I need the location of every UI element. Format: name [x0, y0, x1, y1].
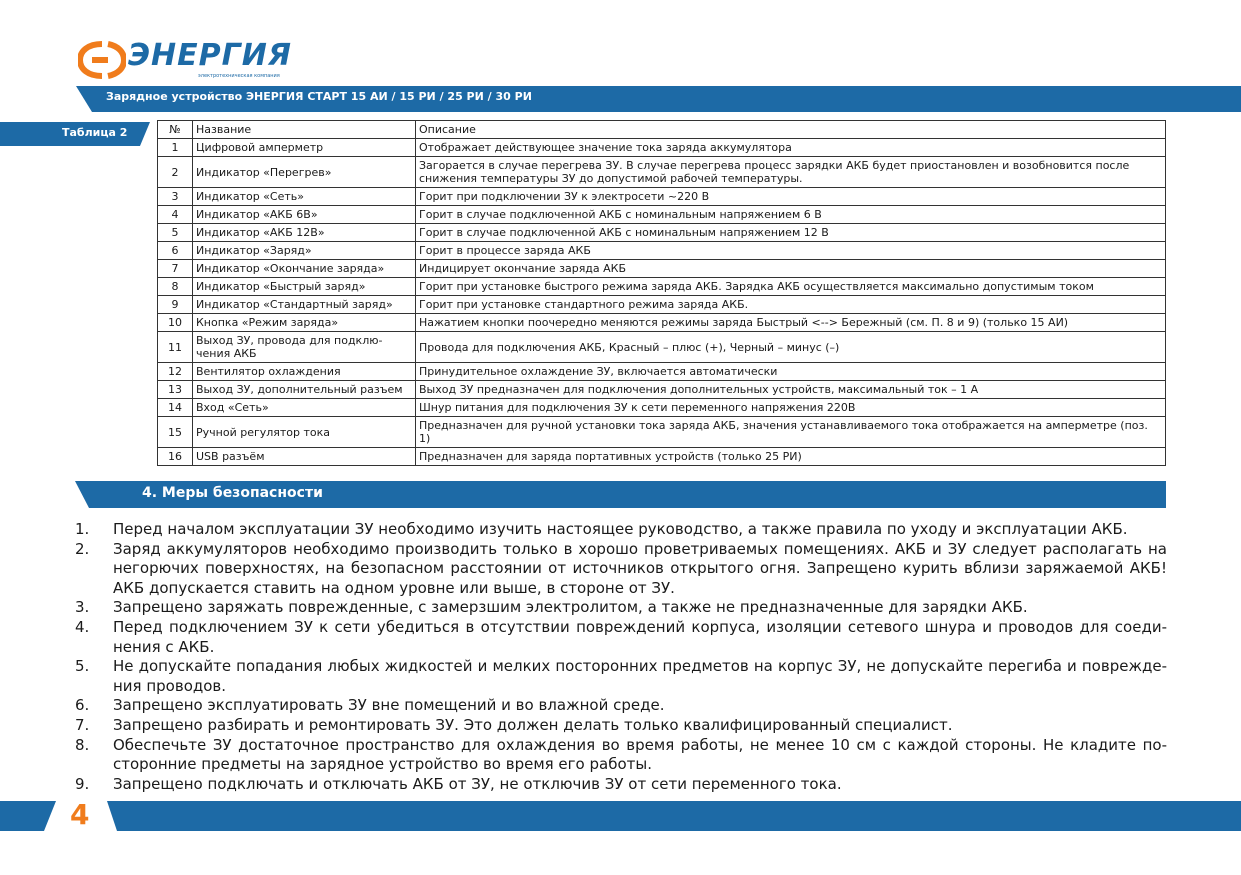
list-item-text: Заряд аккумуляторов необходимо производить только в хорошо проветриваемых помещениях. АКБ и ЗУ следует располагать на негорючих поверхностях, на безопасном расстоянии от источников открытого огня. Запрещено курить вблизи заряжаемой АКБ! АКБ допускается ставить на одном уровне или выше, в стороне от ЗУ.	[113, 539, 1167, 597]
cell-desc: Загорается в случае перегрева ЗУ. В случае перегрева процесс зарядки АКБ будет приостановлен и возобновится после снижения температуры ЗУ до допустимой рабочей температуры.	[416, 157, 1166, 188]
cell-desc: Предназначен для ручной установки тока заряда АКБ, значения устанавливаемого тока отображается на амперметре (поз. 1)	[416, 417, 1166, 448]
cell-desc: Горит в процессе заряда АКБ	[416, 242, 1166, 260]
table-row	[158, 417, 1166, 448]
list-item	[75, 716, 1167, 736]
cell-desc: Принудительное охлаждение ЗУ, включается автоматически	[416, 363, 1166, 381]
table-row	[158, 314, 1166, 332]
header-name: Название	[193, 121, 416, 139]
cell-num: 8	[158, 278, 193, 296]
section-title: 4. Меры безопасности	[142, 485, 323, 501]
document-title: Зарядное устройство ЭНЕРГИЯ СТАРТ 15 АИ / 15 РИ / 25 РИ / 30 РИ	[106, 90, 532, 103]
list-item-number: 6.	[75, 696, 90, 715]
header-num: №	[158, 121, 193, 139]
safety-rules-list	[75, 520, 1167, 794]
table-row	[158, 296, 1166, 314]
cell-desc: Индицирует окончание заряда АКБ	[416, 260, 1166, 278]
cell-name: USB разъём	[193, 448, 416, 466]
list-item-number: 2.	[75, 539, 90, 558]
cell-name: Индикатор «Быстрый заряд»	[193, 278, 416, 296]
table-row	[158, 188, 1166, 206]
cell-name: Вентилятор охлаждения	[193, 363, 416, 381]
cell-name: Вход «Сеть»	[193, 399, 416, 417]
cell-name: Ручной регулятор тока	[193, 417, 416, 448]
cell-name: Индикатор «Сеть»	[193, 188, 416, 206]
list-item	[75, 520, 1167, 540]
cell-num: 14	[158, 399, 193, 417]
logo-mark-icon	[78, 40, 126, 80]
list-item	[75, 618, 1167, 657]
list-item-number: 5.	[75, 657, 90, 676]
table-row	[158, 278, 1166, 296]
table-header-row	[158, 121, 1166, 139]
table-row	[158, 448, 1166, 466]
cell-num: 9	[158, 296, 193, 314]
table-row	[158, 224, 1166, 242]
list-item-number: 9.	[75, 774, 90, 793]
list-item-text: Обеспечьте ЗУ достаточное пространство для охлаждения во время работы, не менее 10 см с каждой стороны. Не кладите посторонние предметы на зарядное устройство во время его работы.	[113, 735, 1167, 774]
cell-desc: Предназначен для заряда портативных устройств (только 25 РИ)	[416, 448, 1166, 466]
cell-name: Выход ЗУ, провода для подключения АКБ	[193, 332, 416, 363]
cell-desc: Отображает действующее значение тока заряда аккумулятора	[416, 139, 1166, 157]
cell-num: 16	[158, 448, 193, 466]
cell-num: 12	[158, 363, 193, 381]
list-item-text: Запрещено подключать и отключать АКБ от ЗУ, не отключив ЗУ от сети переменного тока.	[113, 774, 842, 793]
list-item-text: Перед началом эксплуатации ЗУ необходимо изучить настоящее руководство, а также правила по уходу и эксплуатации АКБ.	[113, 520, 1128, 538]
cell-name: Индикатор «Окончание заряда»	[193, 260, 416, 278]
cell-desc: Выход ЗУ предназначен для подключения дополнительных устройств, максимальный ток – 1 А	[416, 381, 1166, 399]
list-item-text: Не допускайте попадания любых жидкостей и мелких посторонних предметов на корпус ЗУ, не допускайте перегиба и повреждения проводов.	[113, 657, 1167, 695]
table-row	[158, 381, 1166, 399]
cell-num: 4	[158, 206, 193, 224]
cell-desc: Горит в случае подключенной АКБ с номинальным напряжением 6 В	[416, 206, 1166, 224]
table-row	[158, 139, 1166, 157]
list-item	[75, 540, 1167, 599]
cell-desc: Горит при установке быстрого режима заряда АКБ. Зарядка АКБ осуществляется максимально допустимым током	[416, 278, 1166, 296]
cell-num: 5	[158, 224, 193, 242]
cell-desc: Нажатием кнопки поочередно меняются режимы заряда Быстрый <--> Бережный (см. П. 8 и 9) (только 15 АИ)	[416, 314, 1166, 332]
cell-num: 2	[158, 157, 193, 188]
cell-desc: Горит при подключении ЗУ к электросети ~220 В	[416, 188, 1166, 206]
list-item-text: Запрещено эксплуатировать ЗУ вне помещений и во влажной среде.	[113, 696, 665, 715]
cell-name: Индикатор «Стандартный заряд»	[193, 296, 416, 314]
cell-desc: Провода для подключения АКБ, Красный – плюс (+), Черный – минус (–)	[416, 332, 1166, 363]
cell-num: 7	[158, 260, 193, 278]
cell-desc: Горит при установке стандартного режима заряда АКБ.	[416, 296, 1166, 314]
cell-name: Индикатор «Перегрев»	[193, 157, 416, 188]
list-item	[75, 696, 1167, 716]
cell-desc: Горит в случае подключенной АКБ с номинальным напряжением 12 В	[416, 224, 1166, 242]
table-row	[158, 332, 1166, 363]
list-item	[75, 775, 1167, 795]
list-item	[75, 657, 1167, 696]
cell-num: 3	[158, 188, 193, 206]
list-item-number: 7.	[75, 715, 90, 734]
footer-band	[0, 801, 1241, 831]
page-number: 4	[70, 798, 90, 831]
cell-name: Индикатор «АКБ 6В»	[193, 206, 416, 224]
cell-num: 15	[158, 417, 193, 448]
list-item-number: 4.	[75, 617, 90, 636]
table-row	[158, 157, 1166, 188]
list-item-text: Запрещено разбирать и ремонтировать ЗУ. Это должен делать только квалифицированный специалист.	[113, 715, 953, 734]
brand-tagline: электротехническая компания	[198, 73, 280, 79]
list-item	[75, 598, 1167, 618]
cell-name: Индикатор «АКБ 12В»	[193, 224, 416, 242]
list-item-number: 8.	[75, 735, 90, 754]
table-row	[158, 260, 1166, 278]
table-row	[158, 363, 1166, 381]
cell-name: Индикатор «Заряд»	[193, 242, 416, 260]
header-desc: Описание	[416, 121, 1166, 139]
spec-table	[157, 120, 1166, 466]
brand-name: ЭНЕРГИЯ	[128, 38, 292, 73]
cell-num: 11	[158, 332, 193, 363]
cell-num: 13	[158, 381, 193, 399]
table-caption: Таблица 2	[62, 126, 128, 139]
list-item-text: Запрещено заряжать поврежденные, с замерзшим электролитом, а также не предназначенные для зарядки АКБ.	[113, 598, 1028, 617]
table-row	[158, 242, 1166, 260]
cell-num: 10	[158, 314, 193, 332]
list-item-text: Перед подключением ЗУ к сети убедиться в отсутствии повреждений корпуса, изоляции сетевого шнура и проводов для соединения с АКБ.	[113, 617, 1167, 656]
list-item-number: 3.	[75, 598, 90, 617]
table-row	[158, 399, 1166, 417]
cell-name: Кнопка «Режим заряда»	[193, 314, 416, 332]
table-row	[158, 206, 1166, 224]
brand-logo	[78, 38, 308, 82]
cell-num: 6	[158, 242, 193, 260]
cell-desc: Шнур питания для подключения ЗУ к сети переменного напряжения 220В	[416, 399, 1166, 417]
list-item	[75, 736, 1167, 775]
cell-name: Выход ЗУ, дополнительный разъем	[193, 381, 416, 399]
list-item-number: 1.	[75, 520, 90, 538]
cell-num: 1	[158, 139, 193, 157]
cell-name: Цифровой амперметр	[193, 139, 416, 157]
